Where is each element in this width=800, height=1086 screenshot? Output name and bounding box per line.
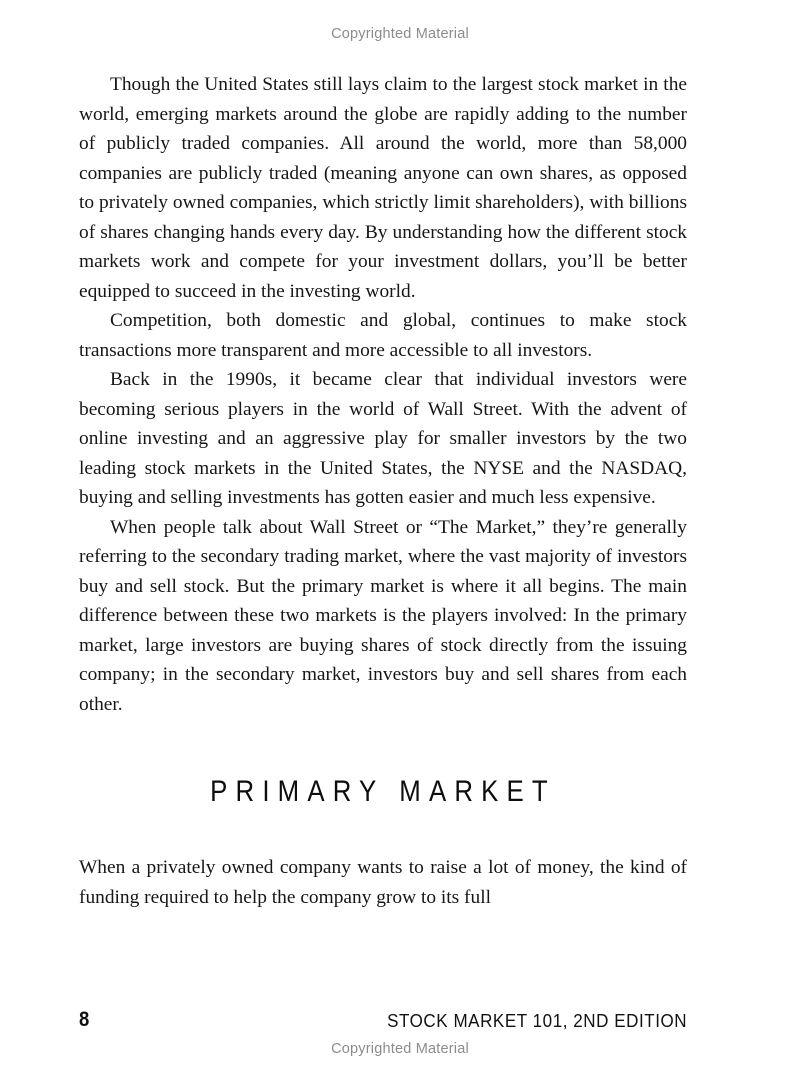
section-heading-primary-market: PRIMARY MARKET	[210, 775, 556, 808]
page-number: 8	[79, 1008, 90, 1031]
body-paragraph: Back in the 1990s, it became clear that individual investors were becoming serious players in the world of Wall Street. With the advent of online investing and an aggressive play for smaller investors by the two leading stock markets in the United States, the NYSE and the NASDAQ, buying and selling investments has gotten easier and much less expensive.	[79, 369, 687, 508]
copyright-watermark-top: Copyrighted Material	[331, 26, 469, 42]
body-paragraph: When people talk about Wall Street or “The Market,” they’re generally referring to the secondary trading market, where the vast majority of investors buy and sell stock. But the primary market is where it all begins. The main difference between these two markets is the players involved: In the primary market, large investors are buying shares of stock directly from the issuing company; in the secondary market, investors buy and sell shares from each other.	[79, 516, 687, 715]
copyright-watermark-bottom: Copyrighted Material	[331, 1041, 469, 1057]
body-paragraph: Though the United States still lays claim to the largest stock market in the world, emerging markets around the globe are rapidly adding to the number of publicly traded companies. All around the world, more than 58,000 companies are publicly traded (meaning anyone can own shares, as opposed to privately owned companies, which strictly limit shareholders), with billions of shares changing hands every day. By understanding how the different stock markets work and compete for your investment dollars, you’ll be better equipped to succeed in the investing world.	[79, 74, 687, 302]
section-opening-paragraph: When a privately owned company wants to raise a lot of money, the kind of funding required to help the company grow to its full	[79, 857, 687, 908]
page-content	[79, 70, 687, 912]
section-heading-wrap	[79, 775, 687, 809]
running-head-title: STOCK MARKET 101, 2ND EDITION	[386, 1010, 687, 1031]
body-paragraph: Competition, both domestic and global, continues to make stock transactions more transparent and more accessible to all investors.	[79, 310, 687, 361]
page-footer	[79, 1008, 687, 1036]
